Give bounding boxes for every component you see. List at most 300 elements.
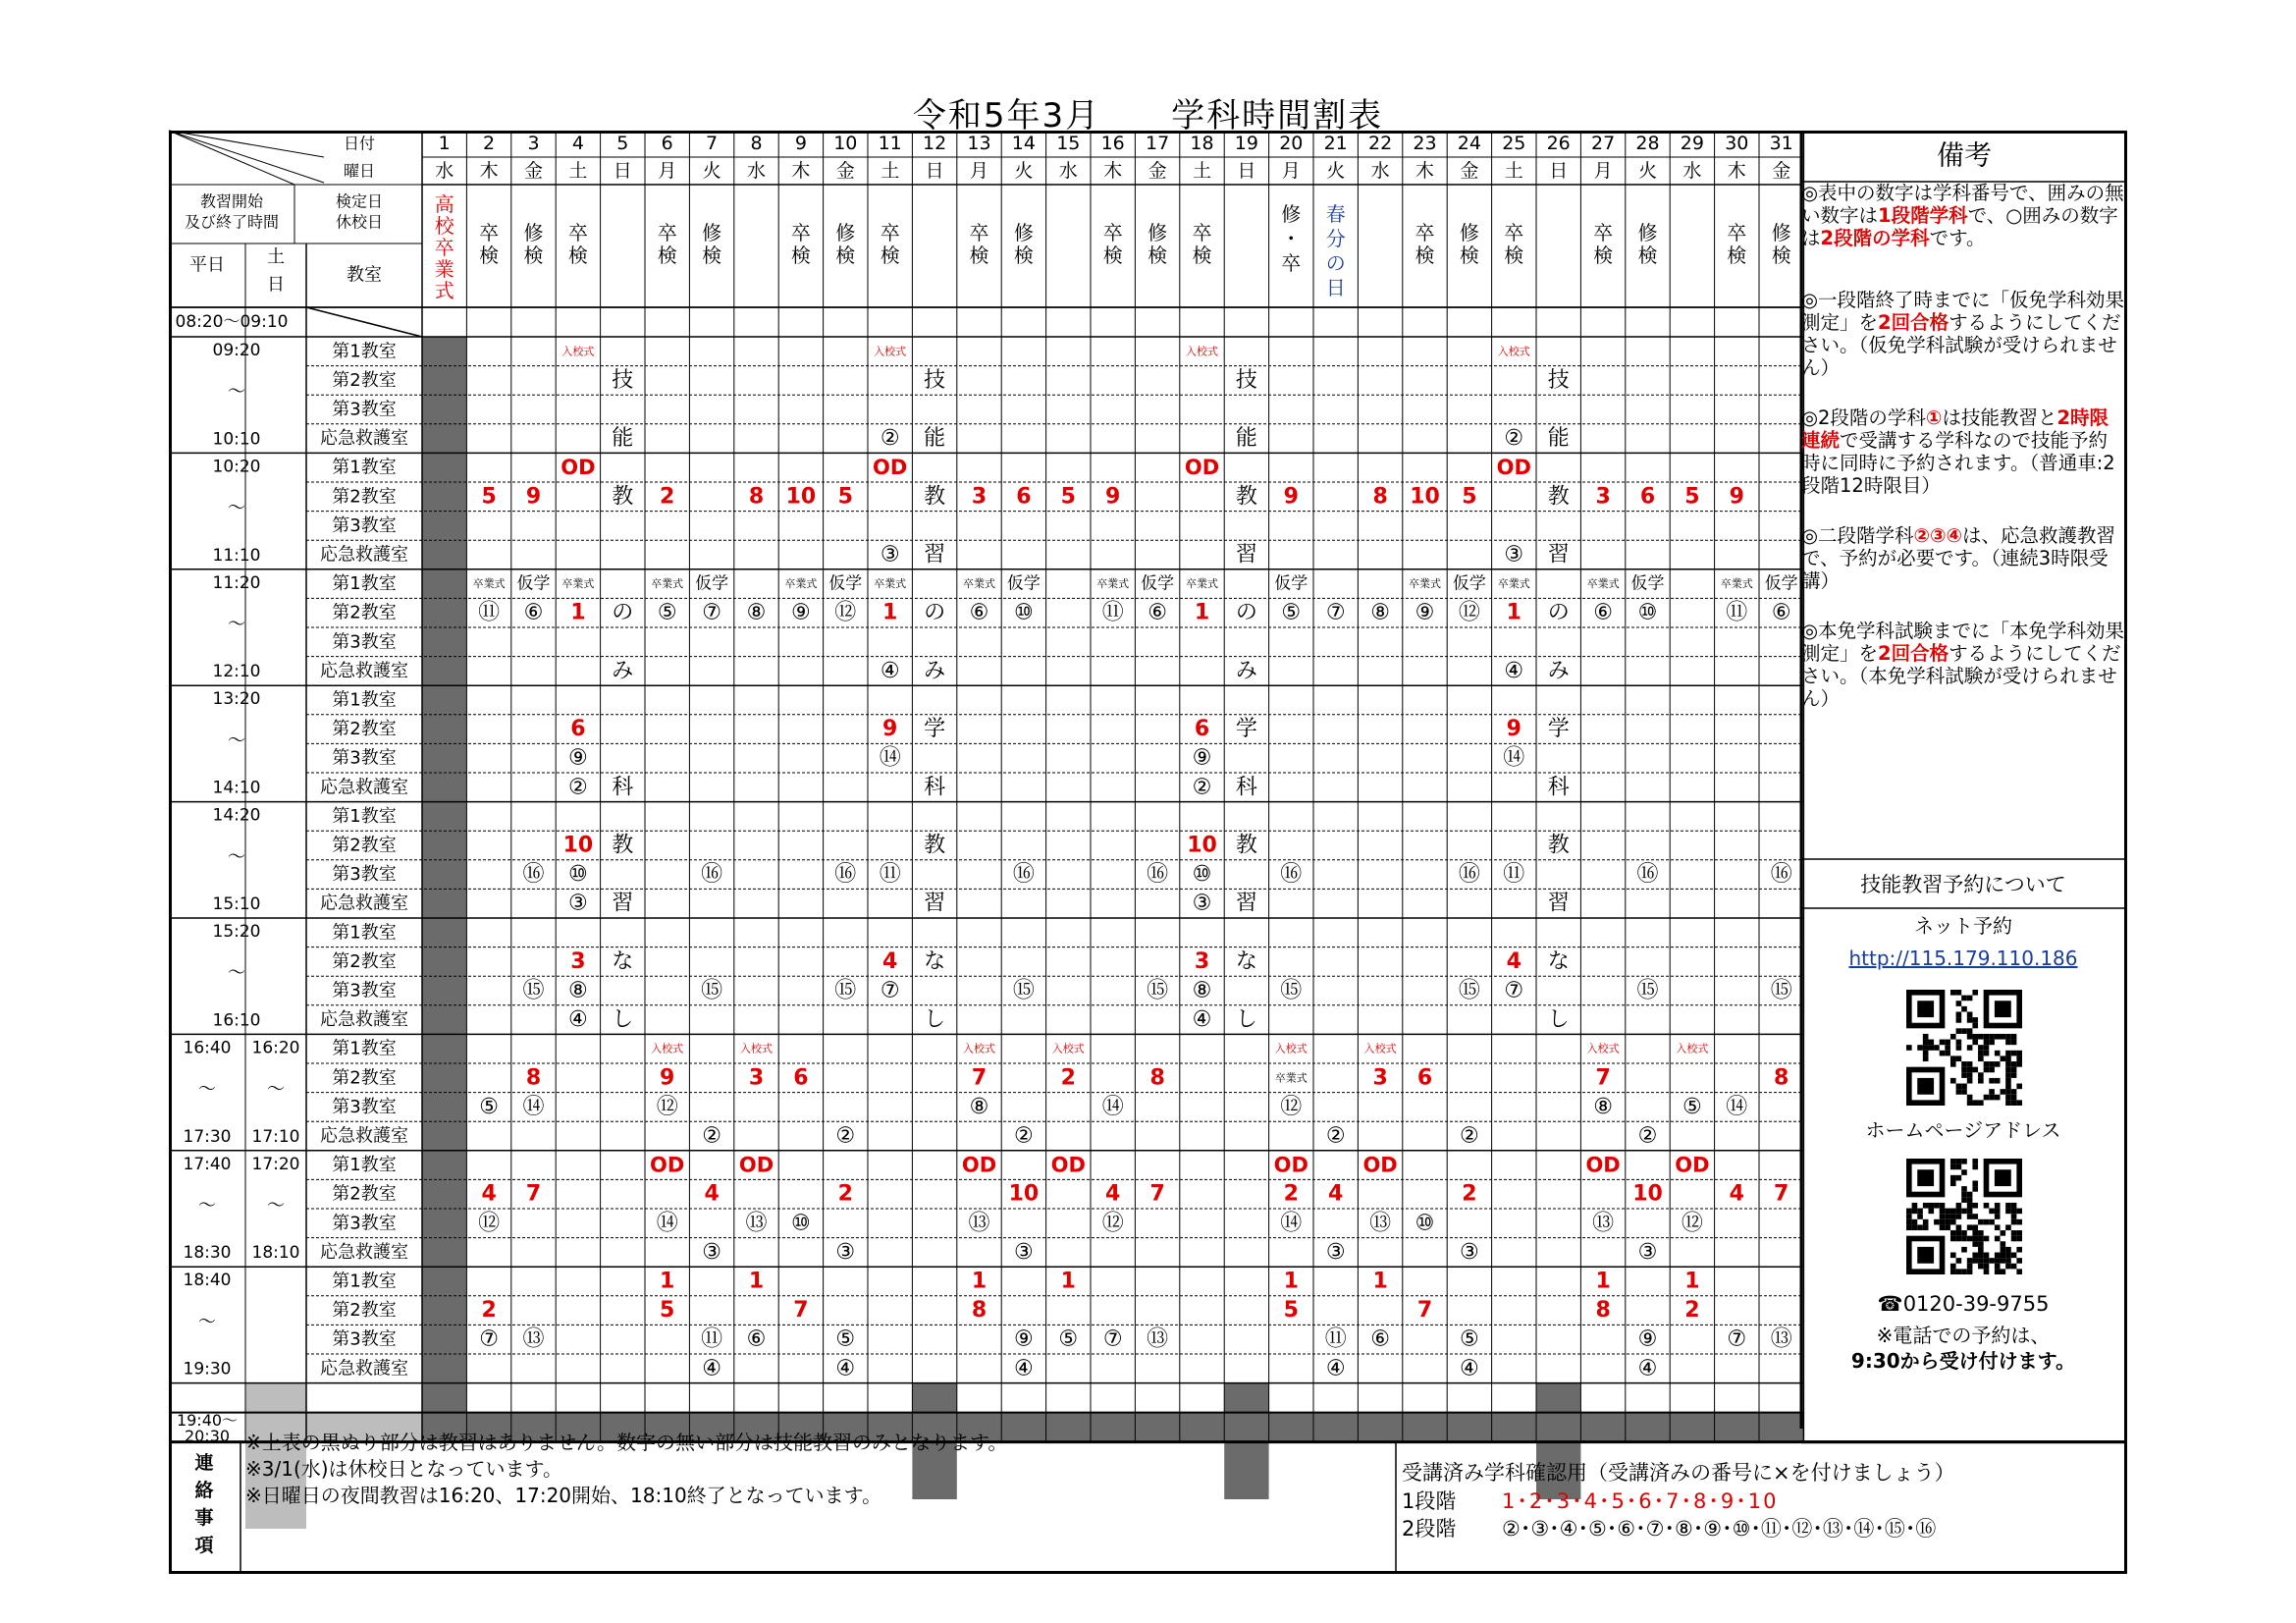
day-note-char: 検 <box>1148 243 1168 267</box>
schedule-cell: 10 <box>1187 833 1217 858</box>
room-label: 第1教室 <box>332 573 397 595</box>
schedule-cell: 1 <box>882 600 898 625</box>
day-note-char: 検 <box>479 243 500 267</box>
room-label: 第2教室 <box>332 1067 397 1089</box>
schedule-cell: 教 <box>612 484 634 510</box>
schedule-cell: ② <box>1325 1123 1346 1149</box>
remark-text: ① <box>1925 406 1943 429</box>
footer-label-char: 絡 <box>194 1480 214 1501</box>
day-weekday: 木 <box>1727 160 1746 182</box>
schedule-cell: 4 <box>704 1181 720 1207</box>
schedule-cell: 2 <box>1684 1298 1700 1324</box>
schedule-cell: 科 <box>924 775 946 800</box>
schedule-cell: 3 <box>1372 1065 1388 1091</box>
schedule-cell: し <box>1547 1007 1570 1033</box>
schedule-cell: ④ <box>1504 658 1524 683</box>
schedule-cell: ⑦ <box>702 600 721 625</box>
remark-4 <box>1801 524 2125 592</box>
remark-text: ◎一段階終了時までに「仮免学科効果測定」を <box>1801 289 2125 334</box>
booking-title: 技能教習予約について <box>1860 873 2066 896</box>
day-number: 13 <box>967 133 991 154</box>
day-note-char: 検 <box>1727 243 1747 267</box>
day-weekday: 火 <box>1637 160 1658 182</box>
schedule-cell: 技 <box>612 367 634 393</box>
day-note-char: 修 <box>1013 221 1034 244</box>
period-start: 10:20 <box>212 457 261 477</box>
day-note-char: 修 <box>702 221 722 244</box>
schedule-cell: ⑦ <box>1504 978 1524 1003</box>
day-note-char: の <box>1325 251 1346 275</box>
room-label: 応急救護室 <box>320 777 408 798</box>
room-label: 応急救護室 <box>320 1241 408 1263</box>
schedule-cell: 9 <box>1105 484 1121 510</box>
schedule-cell: 1 <box>748 1269 765 1294</box>
room-label: 第1教室 <box>332 457 397 478</box>
room-label: 第1教室 <box>332 922 397 944</box>
schedule-cell: 10 <box>1632 1181 1663 1207</box>
day-number: 1 <box>438 133 451 154</box>
day-weekday: 水 <box>746 160 767 182</box>
room-label: 第1教室 <box>332 1271 397 1292</box>
schedule-cell: 6 <box>1639 484 1656 510</box>
start-end-label: 及び終了時間 <box>184 212 280 232</box>
schedule-cell: OD <box>738 1153 774 1177</box>
room-label: 第1教室 <box>332 805 397 827</box>
period-start: 09:20 <box>212 341 261 360</box>
schedule-cell: ⑬ <box>745 1211 768 1236</box>
day-note-char: 修 <box>1637 221 1658 244</box>
day-note-char: 検 <box>1102 243 1123 267</box>
day-note-char: 卒 <box>657 221 677 244</box>
day-note-char: 卒 <box>790 221 811 244</box>
schedule-cell: ⑫ <box>1458 600 1480 625</box>
room-label: 第3教室 <box>332 1213 397 1234</box>
schedule-cell: ⑧ <box>1593 1094 1613 1119</box>
schedule-cell: 9 <box>882 717 898 742</box>
schedule-cell: 仮学 <box>828 573 863 594</box>
day-number: 21 <box>1323 133 1348 154</box>
schedule-cell: ⑪ <box>1324 1326 1347 1352</box>
schedule-cell: 2 <box>1060 1065 1076 1091</box>
schedule-cell: ④ <box>835 1356 856 1381</box>
grid-line <box>169 131 324 183</box>
schedule-cell: 1 <box>1684 1269 1700 1294</box>
schedule-cell: 6 <box>793 1065 809 1091</box>
schedule-cell: な <box>1235 948 1257 974</box>
day-note-char: 検 <box>1771 243 1791 267</box>
footer-note-3: ※日曜日の夜間教習は16:20、17:20開始、18:10終了となっています。 <box>245 1484 882 1507</box>
schedule-cell: 6 <box>570 717 586 742</box>
schedule-cell: 仮学 <box>1630 573 1665 594</box>
schedule-cell: OD <box>1675 1153 1710 1177</box>
schedule-cell: 科 <box>1235 775 1257 800</box>
schedule-cell: ⑭ <box>522 1094 545 1119</box>
day-note-char: 卒 <box>567 221 588 244</box>
day-note-char: 検 <box>567 243 588 267</box>
period-end: 16:10 <box>212 1010 261 1031</box>
day-number: 25 <box>1502 133 1526 154</box>
remark-2 <box>1801 289 2125 379</box>
remark-text: で、○囲みの数字は <box>1801 204 2118 249</box>
schedule-cell: ④ <box>1325 1356 1346 1381</box>
schedule-cell: ⑩ <box>568 862 588 888</box>
schedule-cell: ④ <box>702 1356 721 1381</box>
schedule-cell: 2 <box>1283 1181 1299 1207</box>
day-weekday: 月 <box>969 160 989 182</box>
schedule-cell: 入校式 <box>963 1042 995 1055</box>
schedule-cell: の <box>924 600 946 625</box>
schedule-cell: OD <box>1362 1153 1398 1177</box>
schedule-cell: ⑨ <box>568 745 588 771</box>
schedule-cell: 入校式 <box>1676 1042 1709 1055</box>
schedule-cell: 入校式 <box>1274 1042 1308 1055</box>
footer-note-1: ※上表の黒ぬり部分は教習はありません。数字の無い部分は技能教習のみとなります。 <box>245 1431 1008 1454</box>
schedule-cell: 卒業式 <box>1096 577 1130 591</box>
remark-text: は技能教習と <box>1942 406 2057 429</box>
day-note-char: 検 <box>1013 243 1034 267</box>
schedule-cell: ⑤ <box>1058 1326 1079 1352</box>
weekend-end: 17:10 <box>251 1126 300 1147</box>
day-note-char: 卒 <box>1192 221 1212 244</box>
schedule-cell: ⑯ <box>1458 862 1480 888</box>
schedule-cell: 7 <box>793 1298 809 1324</box>
room-label: 第1教室 <box>332 1155 397 1176</box>
schedule-cell: 3 <box>1194 948 1210 974</box>
schedule-cell: ③ <box>1192 891 1212 916</box>
day-note-char: 検 <box>1459 243 1479 267</box>
schedule-cell: 能 <box>612 426 634 452</box>
room-label: 第2教室 <box>332 369 397 391</box>
room-label: 第3教室 <box>332 747 397 769</box>
schedule-cell: 科 <box>1547 775 1570 800</box>
stage1-numbers: 1･2･3･4･5･6･7･8･9･10 <box>1502 1489 1779 1513</box>
day-number: 12 <box>923 133 947 154</box>
schedule-cell: 5 <box>1060 484 1076 510</box>
schedule-cell: ⑥ <box>1593 600 1613 625</box>
schedule-cell: 入校式 <box>1497 345 1530 358</box>
day-note-char: 卒 <box>1102 221 1123 244</box>
schedule-cell: 4 <box>882 948 898 974</box>
day-number: 18 <box>1190 133 1214 154</box>
schedule-cell: 2 <box>481 1298 497 1324</box>
schedule-cell: の <box>1235 600 1257 625</box>
day-weekday: 日 <box>925 160 944 182</box>
period-start: 15:20 <box>212 922 261 942</box>
schedule-cell: 卒業式 <box>963 577 995 591</box>
day-weekday: 木 <box>479 160 499 182</box>
schedule-cell: ⑪ <box>1726 600 1748 625</box>
period-end: 11:10 <box>212 545 261 566</box>
room-label: 第2教室 <box>332 486 397 508</box>
schedule-cell: ⑥ <box>523 600 544 625</box>
room-label: 第1教室 <box>332 689 397 711</box>
period-end: 12:10 <box>212 662 261 682</box>
room-label: 第2教室 <box>332 719 397 740</box>
start-end-label: 教習開始 <box>199 191 264 211</box>
schedule-cell: の <box>612 600 634 625</box>
phone-note-1: ※電話での予約は、 <box>1876 1324 2051 1347</box>
schedule-cell: 1 <box>1194 600 1210 625</box>
day-note-char: 検 <box>702 243 722 267</box>
last-period-time: 20:30 <box>184 1427 231 1446</box>
day-note-char: 卒 <box>969 221 989 244</box>
schedule-cell: ⑮ <box>834 978 857 1003</box>
schedule-cell: ⑬ <box>1770 1326 1792 1352</box>
schedule-cell: の <box>1547 600 1570 625</box>
schedule-cell: 8 <box>1595 1298 1611 1324</box>
schedule-cell: み <box>612 658 634 683</box>
tilde: ～ <box>198 1311 216 1332</box>
schedule-cell: ⑬ <box>1147 1326 1169 1352</box>
schedule-cell: 4 <box>1105 1181 1121 1207</box>
schedule-cell: ③ <box>1460 1239 1479 1265</box>
day-weekday: 日 <box>1549 160 1569 182</box>
stage2-numbers: ②･③･④･⑤･⑥･⑦･⑧･⑨･⑩･⑪･⑫･⑬･⑭･⑮･⑯ <box>1502 1517 1937 1541</box>
weekday-col: 平日 <box>189 254 225 276</box>
schedule-cell: 1 <box>971 1269 988 1294</box>
schedule-cell: ⑨ <box>791 600 811 625</box>
schedule-cell: 習 <box>612 891 634 916</box>
schedule-cell: ⑪ <box>478 600 501 625</box>
schedule-cell: 5 <box>481 484 497 510</box>
remark-text: 1段階学科 <box>1878 204 1968 227</box>
day-weekday: 火 <box>1014 160 1034 182</box>
schedule-cell: 習 <box>924 891 946 916</box>
day-note-char: 修 <box>1459 221 1479 244</box>
schedule-cell: な <box>1547 948 1570 974</box>
schedule-cell: ② <box>1504 426 1524 452</box>
day-note-char: 業 <box>434 257 454 281</box>
schedule-cell: ② <box>1192 775 1212 800</box>
schedule-cell: ② <box>835 1123 856 1149</box>
day-number: 15 <box>1056 133 1081 154</box>
room-label: 第3教室 <box>332 514 397 536</box>
schedule-cell: ⑦ <box>1325 600 1346 625</box>
day-number: 10 <box>833 133 858 154</box>
room-label: 第1教室 <box>332 341 397 362</box>
schedule-cell: 9 <box>660 1065 675 1091</box>
schedule-cell: ⑥ <box>1771 600 1791 625</box>
schedule-cell: ⑯ <box>1147 862 1169 888</box>
schedule-cell: 教 <box>1547 484 1570 510</box>
day-number: 19 <box>1234 133 1258 154</box>
day-note-char: 式 <box>434 279 454 302</box>
schedule-cell: 8 <box>1774 1065 1789 1091</box>
schedule-cell: 卒業式 <box>784 577 818 591</box>
schedule-cell: 入校式 <box>561 345 595 358</box>
schedule-cell: ⑦ <box>1102 1326 1123 1352</box>
room-label: 第2教室 <box>332 835 397 856</box>
day-note-char: 卒 <box>1504 221 1524 244</box>
day-note-char: 検 <box>1593 243 1614 267</box>
footer-label-char: 事 <box>194 1507 214 1529</box>
remark-5 <box>1801 620 2125 710</box>
period-end: 19:30 <box>183 1359 232 1380</box>
day-note-char: 修 <box>1771 221 1791 244</box>
schedule-cell: 習 <box>1235 542 1257 568</box>
schedule-cell: 仮学 <box>1006 573 1041 594</box>
weekend-col: 日 <box>267 274 285 296</box>
schedule-cell: ⑮ <box>1280 978 1303 1003</box>
day-number: 14 <box>1011 133 1036 154</box>
day-note-char: 修 <box>523 221 544 244</box>
schedule-cell: ⑭ <box>879 745 901 771</box>
day-note-char: 検 <box>1192 243 1212 267</box>
schedule-cell: ⑫ <box>1681 1211 1703 1236</box>
schedule-cell: 8 <box>525 1065 542 1091</box>
schedule-cell: 6 <box>1194 717 1210 742</box>
schedule-cell: 6 <box>1416 1065 1433 1091</box>
tilde: ～ <box>228 381 245 403</box>
tilde: ～ <box>198 1195 216 1217</box>
day-number: 20 <box>1279 133 1304 154</box>
day-number: 24 <box>1457 133 1481 154</box>
schedule-cell: ⑩ <box>1014 600 1034 625</box>
schedule-cell: 2 <box>1462 1181 1477 1207</box>
room-label: 第3教室 <box>332 631 397 653</box>
date-label: 日付 <box>343 134 376 153</box>
schedule-cell: ⑬ <box>1369 1211 1392 1236</box>
schedule-cell: し <box>612 1007 634 1033</box>
schedule-cell: OD <box>1496 456 1531 480</box>
day-number: 9 <box>794 133 807 154</box>
day-note-char: 検 <box>523 243 544 267</box>
schedule-cell: 7 <box>1595 1065 1611 1091</box>
schedule-cell: ⑬ <box>1592 1211 1615 1236</box>
exam-label: 検定日 <box>335 191 384 211</box>
schedule-cell: ⑤ <box>835 1326 856 1352</box>
schedule-cell: 技 <box>924 367 946 393</box>
schedule-cell: ⑮ <box>1147 978 1169 1003</box>
schedule-cell: 1 <box>1060 1269 1076 1294</box>
schedule-cell: 入校式 <box>874 345 907 358</box>
schedule-cell: 技 <box>1235 367 1257 393</box>
schedule-cell: な <box>924 948 946 974</box>
schedule-cell: ⑨ <box>1637 1326 1658 1352</box>
tilde: ～ <box>267 1195 285 1217</box>
schedule-cell: ⑧ <box>568 978 588 1003</box>
day-weekday: 火 <box>1326 160 1346 182</box>
schedule-cell: ④ <box>1637 1356 1658 1381</box>
remark-text: するようにしてください。（本免学科試験が受けられません） <box>1801 642 2121 710</box>
schedule-cell: ⑭ <box>1503 745 1525 771</box>
day-number: 30 <box>1725 133 1749 154</box>
schedule-cell: 卒業式 <box>1497 577 1530 591</box>
schedule-cell: 7 <box>1416 1298 1433 1324</box>
day-number: 3 <box>527 133 540 154</box>
schedule-cell: ⑯ <box>701 862 723 888</box>
room-label: 応急救護室 <box>320 660 408 681</box>
day-note-char: 卒 <box>434 236 454 259</box>
schedule-cell: ⑮ <box>1770 978 1792 1003</box>
homepage-label: ホームページアドレス <box>1865 1118 2061 1142</box>
day-note-char: 検 <box>1637 243 1658 267</box>
tilde: ～ <box>267 1079 285 1101</box>
day-number: 8 <box>750 133 763 154</box>
period-start: 13:20 <box>212 689 261 710</box>
day-weekday: 木 <box>1103 160 1123 182</box>
schedule-cell: 10 <box>1410 484 1440 510</box>
room-label: 第3教室 <box>332 980 397 1001</box>
schedule-cell: ④ <box>1460 1356 1479 1381</box>
schedule-cell: ⑪ <box>1101 600 1124 625</box>
weekday-label: 曜日 <box>343 161 376 181</box>
schedule-cell: 能 <box>1547 426 1570 452</box>
net-booking-link[interactable]: http://115.179.110.186 <box>1848 947 2078 970</box>
tilde: ～ <box>228 962 245 984</box>
schedule-cell: 9 <box>525 484 542 510</box>
remark-text: ◎本免学科試験までに「本免学科効果測定」を <box>1801 620 2125 665</box>
day-weekday: 金 <box>1772 160 1791 182</box>
day-weekday: 金 <box>835 160 855 182</box>
schedule-cell: ⑤ <box>479 1094 499 1119</box>
weekend-col: 土 <box>267 246 285 268</box>
day-weekday: 月 <box>658 160 677 182</box>
schedule-cell: し <box>1235 1007 1257 1033</box>
schedule-cell: ⑫ <box>478 1211 501 1236</box>
schedule-cell: ⑮ <box>522 978 545 1003</box>
schedule-cell: 4 <box>1328 1181 1344 1207</box>
day-weekday: 木 <box>1415 160 1435 182</box>
schedule-cell: ③ <box>1014 1239 1034 1265</box>
net-booking-label: ネット予約 <box>1914 914 2012 938</box>
schedule-cell: 8 <box>1372 484 1388 510</box>
day-weekday: 土 <box>881 160 900 182</box>
room-label: 第2教室 <box>332 1183 397 1205</box>
schedule-cell: ⑦ <box>479 1326 499 1352</box>
schedule-cell: ⑪ <box>1503 862 1525 888</box>
tilde: ～ <box>228 730 245 751</box>
day-note-char: 校 <box>434 214 454 238</box>
room-label: 応急救護室 <box>320 893 408 914</box>
day-note-char: 分 <box>1325 227 1346 250</box>
schedule-cell: ⑤ <box>1460 1326 1479 1352</box>
schedule-cell: ③ <box>1637 1239 1658 1265</box>
grid-line <box>169 131 294 185</box>
room-label: 第2教室 <box>332 950 397 972</box>
day-weekday: 日 <box>613 160 632 182</box>
day-note-char: 検 <box>1504 243 1524 267</box>
day-note-char: 春 <box>1325 202 1346 226</box>
period-end: 14:10 <box>212 778 261 798</box>
day-note-char: 日 <box>1325 276 1346 299</box>
period-end: 18:30 <box>183 1243 232 1264</box>
schedule-cell: ③ <box>702 1239 721 1265</box>
tilde: ～ <box>228 614 245 635</box>
weekend-start: 17:20 <box>251 1154 300 1174</box>
schedule-cell: 1 <box>570 600 586 625</box>
phone-note-2: 9:30から受け付けます。 <box>1850 1349 2076 1373</box>
schedule-cell: ⑮ <box>1458 978 1480 1003</box>
schedule-cell: 5 <box>1462 484 1477 510</box>
schedule-cell: 9 <box>1506 717 1522 742</box>
schedule-cell: ④ <box>880 658 900 683</box>
room-label: 第2教室 <box>332 1300 397 1322</box>
schedule-cell: ⑧ <box>746 600 767 625</box>
schedule-cell: 入校式 <box>1051 1042 1085 1055</box>
grid-line <box>306 307 422 337</box>
schedule-cell: OD <box>650 1153 685 1177</box>
schedule-cell: OD <box>1585 1153 1621 1177</box>
room-label: 応急救護室 <box>320 428 408 450</box>
schedule-cell: OD <box>873 456 908 480</box>
period-end: 17:30 <box>183 1126 232 1147</box>
remark-text: ◎2段階の学科 <box>1801 406 1926 429</box>
schedule-cell: ② <box>1460 1123 1479 1149</box>
schedule-cell: 仮学 <box>1452 573 1486 594</box>
schedule-cell: OD <box>1050 1153 1086 1177</box>
schedule-cell: 3 <box>748 1065 765 1091</box>
